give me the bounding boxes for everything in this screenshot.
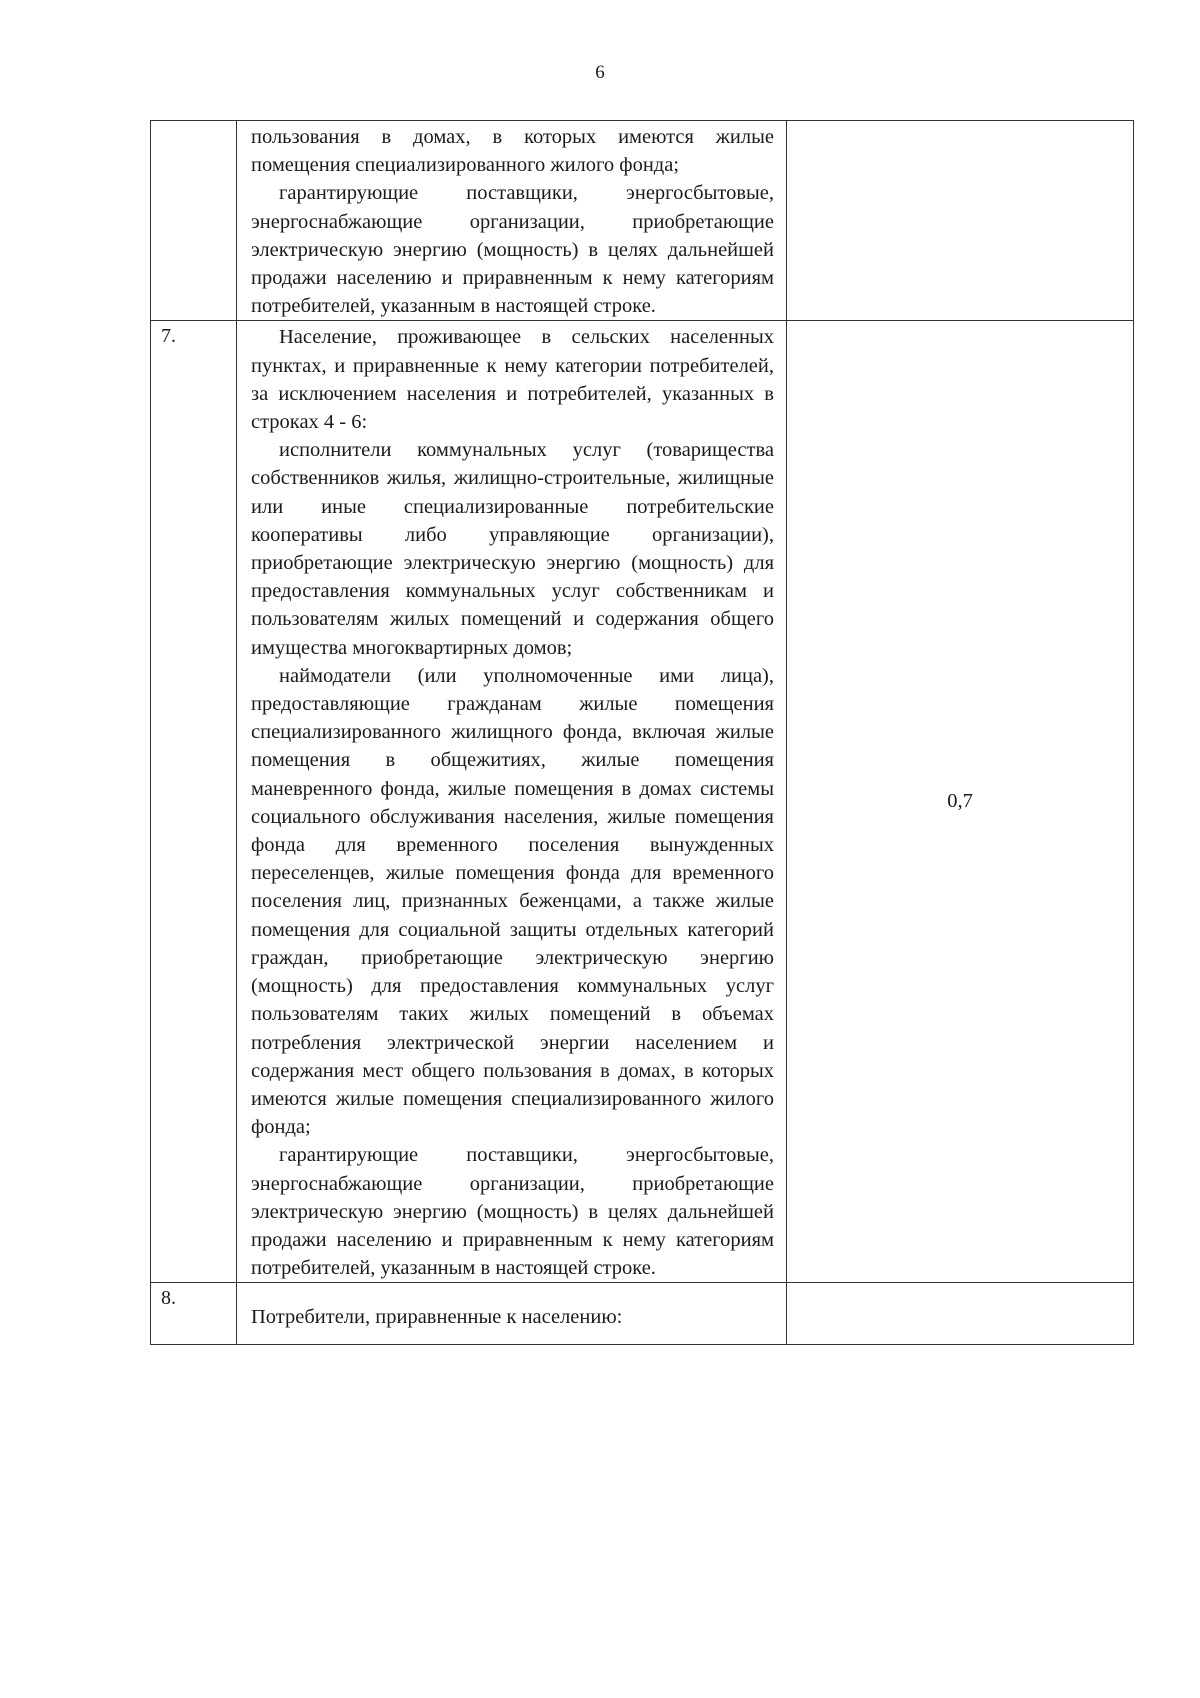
description-paragraph: пользования в домах, в которых имеются жилые помещения специализированного жилого фонда; bbox=[251, 126, 774, 177]
table-row-7 bbox=[151, 321, 1134, 1283]
tariff-table bbox=[150, 120, 1134, 1345]
description-paragraph: гарантирующие поставщики, энергосбытовые, энергоснабжающие организации, приобретающие электрическую энергию (мощность) в целях дальнейшей продажи населению и приравненным к нему категориям потребителей, указанным в настоящей строке. bbox=[251, 182, 774, 318]
row-coefficient bbox=[787, 1283, 1134, 1344]
row-description bbox=[237, 321, 787, 1283]
description-paragraph: исполнители коммунальных услуг (товарищества собственников жилья, жилищно-строительные, жилищные или иные специализированные потребительские кооперативы либо управляющие организации), приобретающие электрическую энергию (мощность) для предоставления коммунальных услуг собственникам и пользователям жилых помещений и содержания общего имущества многоквартирных домов; bbox=[251, 439, 774, 659]
description-paragraph: гарантирующие поставщики, энергосбытовые, энергоснабжающие организации, приобретающие электрическую энергию (мощность) в целях дальнейшей продажи населению и приравненным к нему категориям потребителей, указанным в настоящей строке. bbox=[251, 1144, 774, 1280]
table-row-8 bbox=[151, 1283, 1134, 1344]
description-paragraph: Потребители, приравненные к населению: bbox=[251, 1306, 623, 1329]
page-number: 6 bbox=[595, 62, 605, 83]
row-number: 7. bbox=[151, 321, 237, 1283]
row-coefficient: 0,7 bbox=[787, 321, 1134, 1283]
row-number: 8. bbox=[151, 1283, 237, 1344]
description-paragraph: наймодатели (или уполномоченные ими лица), предоставляющие гражданам жилые помещения специализированного жилищного фонда, включая жилые помещения в общежитиях, жилые помещения маневренного фонда, жилые помещения в домах системы социального обслуживания населения, жилые помещения фонда для временного поселения вынужденных переселенцев, жилые помещения фонда для временного поселения лиц, признанных беженцами, а также жилые помещения для социальной защиты отдельных категорий граждан, приобретающие электрическую энергию (мощность) для предоставления коммунальных услуг пользователям таких жилых помещений в объемах потребления электрической энергии населением и содержания мест общего пользования в домах, в которых имеются жилые помещения специализированного жилого фонда; bbox=[251, 664, 774, 1139]
description-paragraph: Население, проживающее в сельских населенных пунктах, и приравненные к нему категории потребителей, за исключением населения и потребителей, указанных в строках 4 - 6: bbox=[251, 326, 774, 434]
table-row-continuation bbox=[151, 121, 1134, 321]
row-description bbox=[237, 1283, 787, 1344]
row-description bbox=[237, 121, 787, 321]
row-coefficient bbox=[787, 121, 1134, 321]
row-number bbox=[151, 121, 237, 321]
